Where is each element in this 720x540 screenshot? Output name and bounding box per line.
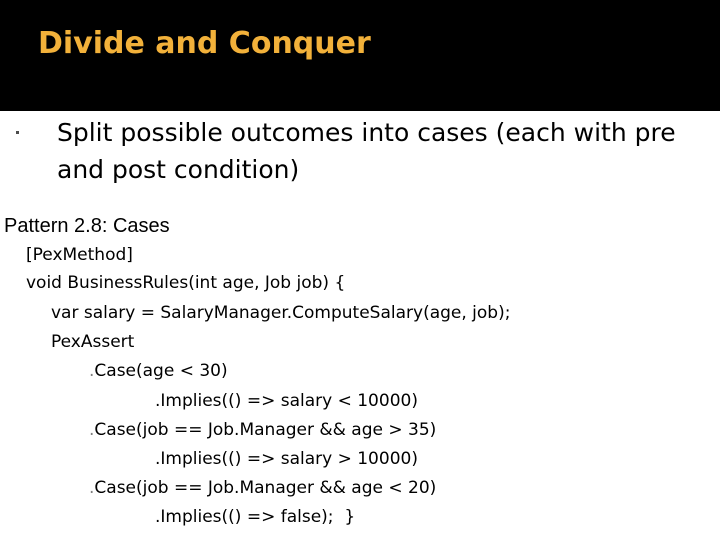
case-text: Case(job == Job.Manager && age < 20) [94,478,437,498]
title-bar [0,0,720,111]
code-line: .Implies(() => salary > 10000) [155,449,418,469]
case-text: Case(job == Job.Manager && age > 35) [94,420,437,440]
code-line: [PexMethod] [26,245,133,265]
code-line: .Implies(() => salary < 10000) [155,391,418,411]
bullet-marker [16,131,19,134]
code-line [89,478,436,498]
case-text: Case(age < 30) [94,361,228,381]
code-line [89,361,228,381]
code-line [89,420,436,440]
slide-title: Divide and Conquer [38,26,371,61]
code-line: void BusinessRules(int age, Job job) { [26,273,346,293]
code-line: PexAssert [51,332,135,352]
case-dot: . [89,420,95,440]
case-dot: . [89,478,95,498]
case-dot: . [89,361,95,381]
pattern-title: Pattern 2.8: Cases [4,215,170,237]
code-line: .Implies(() => false); } [155,507,356,527]
code-line: var salary = SalaryManager.ComputeSalary(age, job); [51,303,511,323]
bullet-text: Split possible outcomes into cases (each with pre and post condition) [57,118,676,184]
